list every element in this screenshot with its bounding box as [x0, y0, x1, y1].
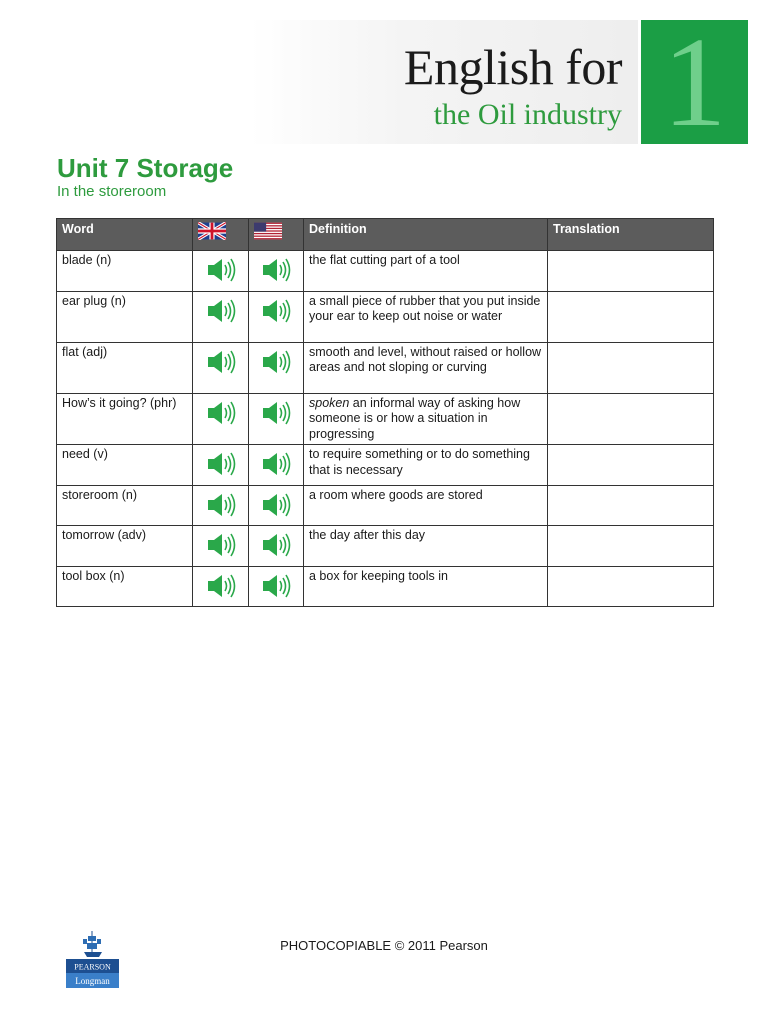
- table-row: [57, 342, 714, 393]
- table-row: [57, 445, 714, 486]
- speaker-icon[interactable]: [261, 256, 291, 284]
- us-audio-cell: [249, 526, 304, 567]
- us-audio-cell: [249, 445, 304, 486]
- word-cell: blade (n): [57, 251, 193, 292]
- speaker-icon[interactable]: [206, 450, 236, 478]
- table-row: [57, 393, 714, 445]
- uk-audio-cell: [193, 485, 249, 526]
- table-row: [57, 291, 714, 342]
- course-title: English for: [403, 39, 622, 95]
- uk-audio-cell: [193, 342, 249, 393]
- header-word: Word: [57, 219, 193, 251]
- table-row: [57, 251, 714, 292]
- speaker-icon[interactable]: [206, 348, 236, 376]
- uk-flag-icon: [198, 222, 226, 240]
- logo-text-top: PEARSON: [74, 962, 111, 972]
- definition-register-label: spoken: [309, 395, 350, 410]
- unit-title: Unit 7 Storage: [57, 153, 234, 183]
- definition-cell: to require something or to do something that is necessary: [304, 445, 548, 486]
- speaker-icon[interactable]: [261, 531, 291, 559]
- speaker-icon[interactable]: [206, 531, 236, 559]
- table-row: [57, 566, 714, 607]
- speaker-icon[interactable]: [261, 348, 291, 376]
- speaker-icon[interactable]: [261, 572, 291, 600]
- speaker-icon[interactable]: [261, 297, 291, 325]
- us-audio-cell: [249, 566, 304, 607]
- translation-cell[interactable]: [548, 342, 714, 393]
- word-cell: tomorrow (adv): [57, 526, 193, 567]
- word-cell: How’s it going? (phr): [57, 393, 193, 445]
- word-cell: storeroom (n): [57, 485, 193, 526]
- definition-cell: a room where goods are stored: [304, 485, 548, 526]
- us-audio-cell: [249, 251, 304, 292]
- table-row: [57, 526, 714, 567]
- speaker-icon[interactable]: [206, 572, 236, 600]
- word-cell: tool box (n): [57, 566, 193, 607]
- speaker-icon[interactable]: [206, 491, 236, 519]
- speaker-icon[interactable]: [261, 399, 291, 427]
- speaker-icon[interactable]: [206, 399, 236, 427]
- unit-subtitle: In the storeroom: [57, 183, 167, 200]
- header-definition: Definition: [304, 219, 548, 251]
- us-audio-cell: [249, 393, 304, 445]
- vocabulary-table: [56, 218, 714, 607]
- header-translation: Translation: [548, 219, 714, 251]
- translation-cell[interactable]: [548, 526, 714, 567]
- definition-cell: the flat cutting part of a tool: [304, 251, 548, 292]
- uk-audio-cell: [193, 566, 249, 607]
- definition-cell: a box for keeping tools in: [304, 566, 548, 607]
- uk-audio-cell: [193, 291, 249, 342]
- speaker-icon[interactable]: [206, 297, 236, 325]
- us-audio-cell: [249, 291, 304, 342]
- translation-cell[interactable]: [548, 393, 714, 445]
- definition-cell: [304, 393, 548, 445]
- uk-audio-cell: [193, 393, 249, 445]
- header-us: [249, 219, 304, 251]
- word-cell: need (v): [57, 445, 193, 486]
- translation-cell[interactable]: [548, 251, 714, 292]
- word-cell: ear plug (n): [57, 291, 193, 342]
- translation-cell[interactable]: [548, 566, 714, 607]
- level-badge: [641, 11, 748, 153]
- uk-audio-cell: [193, 445, 249, 486]
- translation-cell[interactable]: [548, 485, 714, 526]
- definition-cell: a small piece of rubber that you put inside your ear to keep out noise or water: [304, 291, 548, 342]
- uk-audio-cell: [193, 251, 249, 292]
- us-audio-cell: [249, 342, 304, 393]
- logo-text-bottom: Longman: [75, 976, 110, 986]
- pearson-longman-logo: [66, 928, 119, 988]
- table-header-row: [57, 219, 714, 251]
- definition-text: an informal way of asking how someone is or how a situation in progressing: [309, 395, 521, 441]
- header-banner: [250, 20, 638, 144]
- us-audio-cell: [249, 485, 304, 526]
- definition-cell: smooth and level, without raised or hollow areas and not sloping or curving: [304, 342, 548, 393]
- speaker-icon[interactable]: [261, 491, 291, 519]
- speaker-icon[interactable]: [261, 450, 291, 478]
- header-uk: [193, 219, 249, 251]
- level-number: 1: [662, 11, 727, 153]
- course-subtitle: the Oil industry: [433, 98, 622, 131]
- uk-audio-cell: [193, 526, 249, 567]
- definition-cell: the day after this day: [304, 526, 548, 567]
- footer-copyright: PHOTOCOPIABLE © 2011 Pearson: [280, 938, 488, 953]
- table-row: [57, 485, 714, 526]
- us-flag-icon: [254, 222, 282, 240]
- translation-cell[interactable]: [548, 445, 714, 486]
- word-cell: flat (adj): [57, 342, 193, 393]
- speaker-icon[interactable]: [206, 256, 236, 284]
- translation-cell[interactable]: [548, 291, 714, 342]
